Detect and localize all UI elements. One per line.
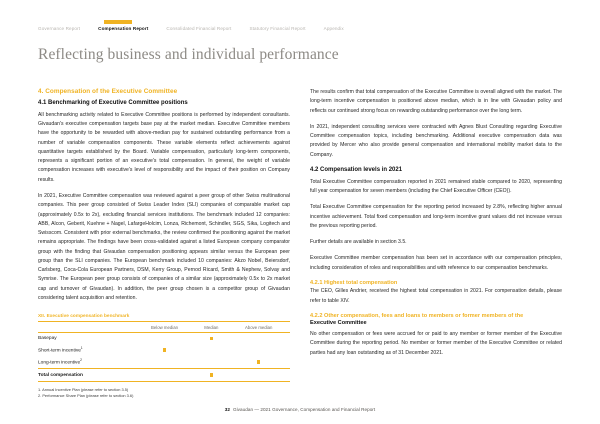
- marker-icon: [163, 348, 167, 352]
- cell-above-median: [227, 369, 290, 381]
- content-columns: [38, 88, 562, 400]
- paragraph-compensation-principles: Executive Committee member compensation has been set in accordance with our compensation principles, including consideration of roles and responsibilities and with reference to our compensation benchmarks.: [310, 255, 562, 271]
- subsection-heading-4-2-1: 4.2.1 Highest total compensation: [310, 279, 398, 286]
- row-label-basepay: [38, 333, 134, 345]
- column-header-median: Median: [195, 322, 227, 333]
- row-label-text: Basepay: [38, 336, 57, 342]
- footer-text: Givaudan — 2021 Governance, Compensation and Financial Report: [232, 407, 376, 412]
- paragraph-compensation-increase: Total Executive Committee compensation for the reporting period increased by 2.8%, reflecting higher annual incentive achievement. Total fixed compensation and long-term incentive grant values did not increase versus the previous reporting period.: [310, 204, 562, 229]
- paragraph-highest-compensation: The CEO, Gilles Andrier, received the highest total compensation in 2021. For compensation details, please refer to table XIV.: [310, 288, 562, 304]
- row-label-short-term-incentive: [38, 345, 134, 357]
- cell-below-median: [134, 357, 196, 369]
- right-column: [310, 88, 562, 400]
- marker-icon: [210, 373, 214, 377]
- footnote-2: 2. Performance Share Plan (please refer to section 3.6): [38, 393, 134, 399]
- paragraph-consulting-services: In 2021, independent consulting services were contracted with Agnes Blust Consulting regarding Executive Committee compensation topics, including benchmarking. Additional executive compensation data was provided by Mercer who also provide general compensation and international mobility market data to the Company.: [310, 123, 562, 158]
- paragraph-total-compensation-stable: Total Executive Committee compensation reported in 2021 remained stable compared to 2020, representing full year compensation for seven members (including the Chief Executive Officer (CEO)).: [310, 178, 562, 194]
- table-footnotes: [38, 387, 290, 400]
- cell-median: [195, 345, 227, 357]
- column-header-above-median: Above median: [227, 322, 290, 333]
- nav-item-compensation-report[interactable]: Compensation Report: [98, 27, 148, 34]
- marker-icon: [257, 373, 261, 377]
- table-row: [38, 345, 290, 357]
- footnote-marker: 1: [80, 345, 83, 350]
- marker-icon: [163, 360, 167, 364]
- marker-icon: [210, 360, 214, 364]
- subsection-heading-4-2-2-continued: Executive Committee: [310, 320, 367, 327]
- page-footer: [0, 407, 600, 412]
- marker-icon: [163, 337, 167, 341]
- marker-icon: [163, 373, 167, 377]
- marker-icon: [210, 337, 214, 341]
- table-header: [38, 322, 290, 333]
- subsection-heading-4-2-2: 4.2.2 Other compensation, fees and loans to members or former members of the: [310, 312, 524, 319]
- table-row: [38, 357, 290, 369]
- nav-item-statutory-financial-report[interactable]: Statutory Financial Report: [249, 26, 306, 32]
- cell-below-median: [134, 333, 196, 345]
- row-label-total-compensation: [38, 369, 134, 381]
- nav-item-governance-report[interactable]: Governance Report: [38, 26, 81, 32]
- cell-median: [195, 333, 227, 345]
- nav-item-appendix[interactable]: Appendix: [323, 26, 344, 32]
- paragraph-peer-group: In 2021, Executive Committee compensation was reviewed against a peer group of other Swiss multinational companies. This peer group consisted of Swiss Leader Index (SLI) companies of comparable market cap (approximately 0.5x to 2x), excluding financial services institutions. The benchmark included 12 companies: ABB, Alcon, Geberit, Kuehne + Nagel, LafargeHolcim, Lonza, Richemont, Schindler, SGS, Sika, Logitech and Swisscom. Consistent with prior external benchmarks, the review confirmed the positioning against the market remains appropriate. The findings have been cross-validated against a listed European company comparator group with the finding that Givaudan compensation positioning appears similar versus the European peer group than the SLI companies. The European benchmark included 10 companies: Akzo Nobel, Beiersdorf, Carlsberg, Coca-Cola European Partners, DSM, Kerry Group, Pernod Ricard, Smith & Nephew, Solvay and Symrise. The European peer group consists of companies of a similar size (approximately 0.5x to 2x market cap and turnover of Givaudan). In addition, the peer group chosen is a competitor group of Givaudan considering talent acquisition and retention.: [38, 192, 290, 301]
- cell-above-median: [227, 333, 290, 345]
- cell-median: [195, 369, 227, 381]
- paragraph-other-compensation: No other compensation or fees were accrued for or paid to any member or former member of the Executive Committee during the reporting period. No member or former member of the Executive Committee or related parties had any loan outstanding as of 31 December 2021.: [310, 331, 562, 356]
- marker-icon: [257, 348, 261, 352]
- footnote-marker: 2: [80, 357, 82, 362]
- page-number: 32: [224, 407, 230, 412]
- row-label-text: Total compensation: [38, 372, 83, 378]
- benchmark-table-block: [38, 313, 290, 400]
- left-column: [38, 88, 290, 400]
- table-header-row: [38, 322, 290, 333]
- paragraph-further-details: Further details are available in section 3.5.: [310, 239, 407, 246]
- marker-icon: [210, 348, 214, 352]
- footnote-1: 1. Annual Incentive Plan (please refer to section 3.5): [38, 386, 129, 392]
- row-label-text: Short-term incentive: [38, 348, 81, 354]
- column-header-below-median: Below median: [134, 322, 196, 333]
- executive-compensation-benchmark-table: [38, 321, 290, 382]
- subsection-heading-4-1: 4.1 Benchmarking of Executive Committee positions: [38, 100, 188, 107]
- marker-icon: [257, 360, 261, 364]
- column-header-element: [38, 322, 134, 333]
- table-caption: XII. Executive compensation benchmark: [38, 313, 130, 319]
- table-body: [38, 333, 290, 382]
- nav-item-consolidated-financial-report[interactable]: Consolidated Financial Report: [166, 26, 232, 32]
- page-title: Reflecting business and individual performance: [38, 46, 339, 63]
- cell-above-median: [227, 357, 290, 369]
- cell-below-median: [134, 369, 196, 381]
- section-navigation: [38, 0, 562, 34]
- row-label-long-term-incentive: [38, 357, 134, 369]
- cell-below-median: [134, 345, 196, 357]
- cell-median: [195, 357, 227, 369]
- subsection-heading-4-2: 4.2 Compensation levels in 2021: [310, 166, 403, 173]
- marker-icon: [257, 337, 261, 341]
- section-heading-4: 4. Compensation of the Executive Committee: [38, 88, 178, 96]
- row-label-text: Long-term incentive: [38, 360, 81, 366]
- cell-above-median: [227, 345, 290, 357]
- paragraph-benchmarking-activity: All benchmarking activity related to Executive Committee positions is performed by independent consultants. Givaudan's executive compensation targets base pay at the market median. Executive Committee members have the opportunity to be rewarded with above-median pay for sustained outstanding performance from a number of variable compensation components. These variable elements reflect achievements against quantitative targets established by the Board. Variable compensation, particularly long-term components, represents a significant portion of an executive's total compensation. In general, the weight of variable compensation increases with executive's level of responsibility and the impact of their position on Company results.: [38, 111, 290, 183]
- table-row-total: [38, 369, 290, 381]
- paragraph-results-confirm: The results confirm that total compensation of the Executive Committee is overall aligned with the market. The long-term incentive compensation is positioned above median, which is in line with Givaudan policy and reflects our continued strong focus on rewarding outstanding performance over the long term.: [310, 89, 562, 114]
- table-row: [38, 333, 290, 345]
